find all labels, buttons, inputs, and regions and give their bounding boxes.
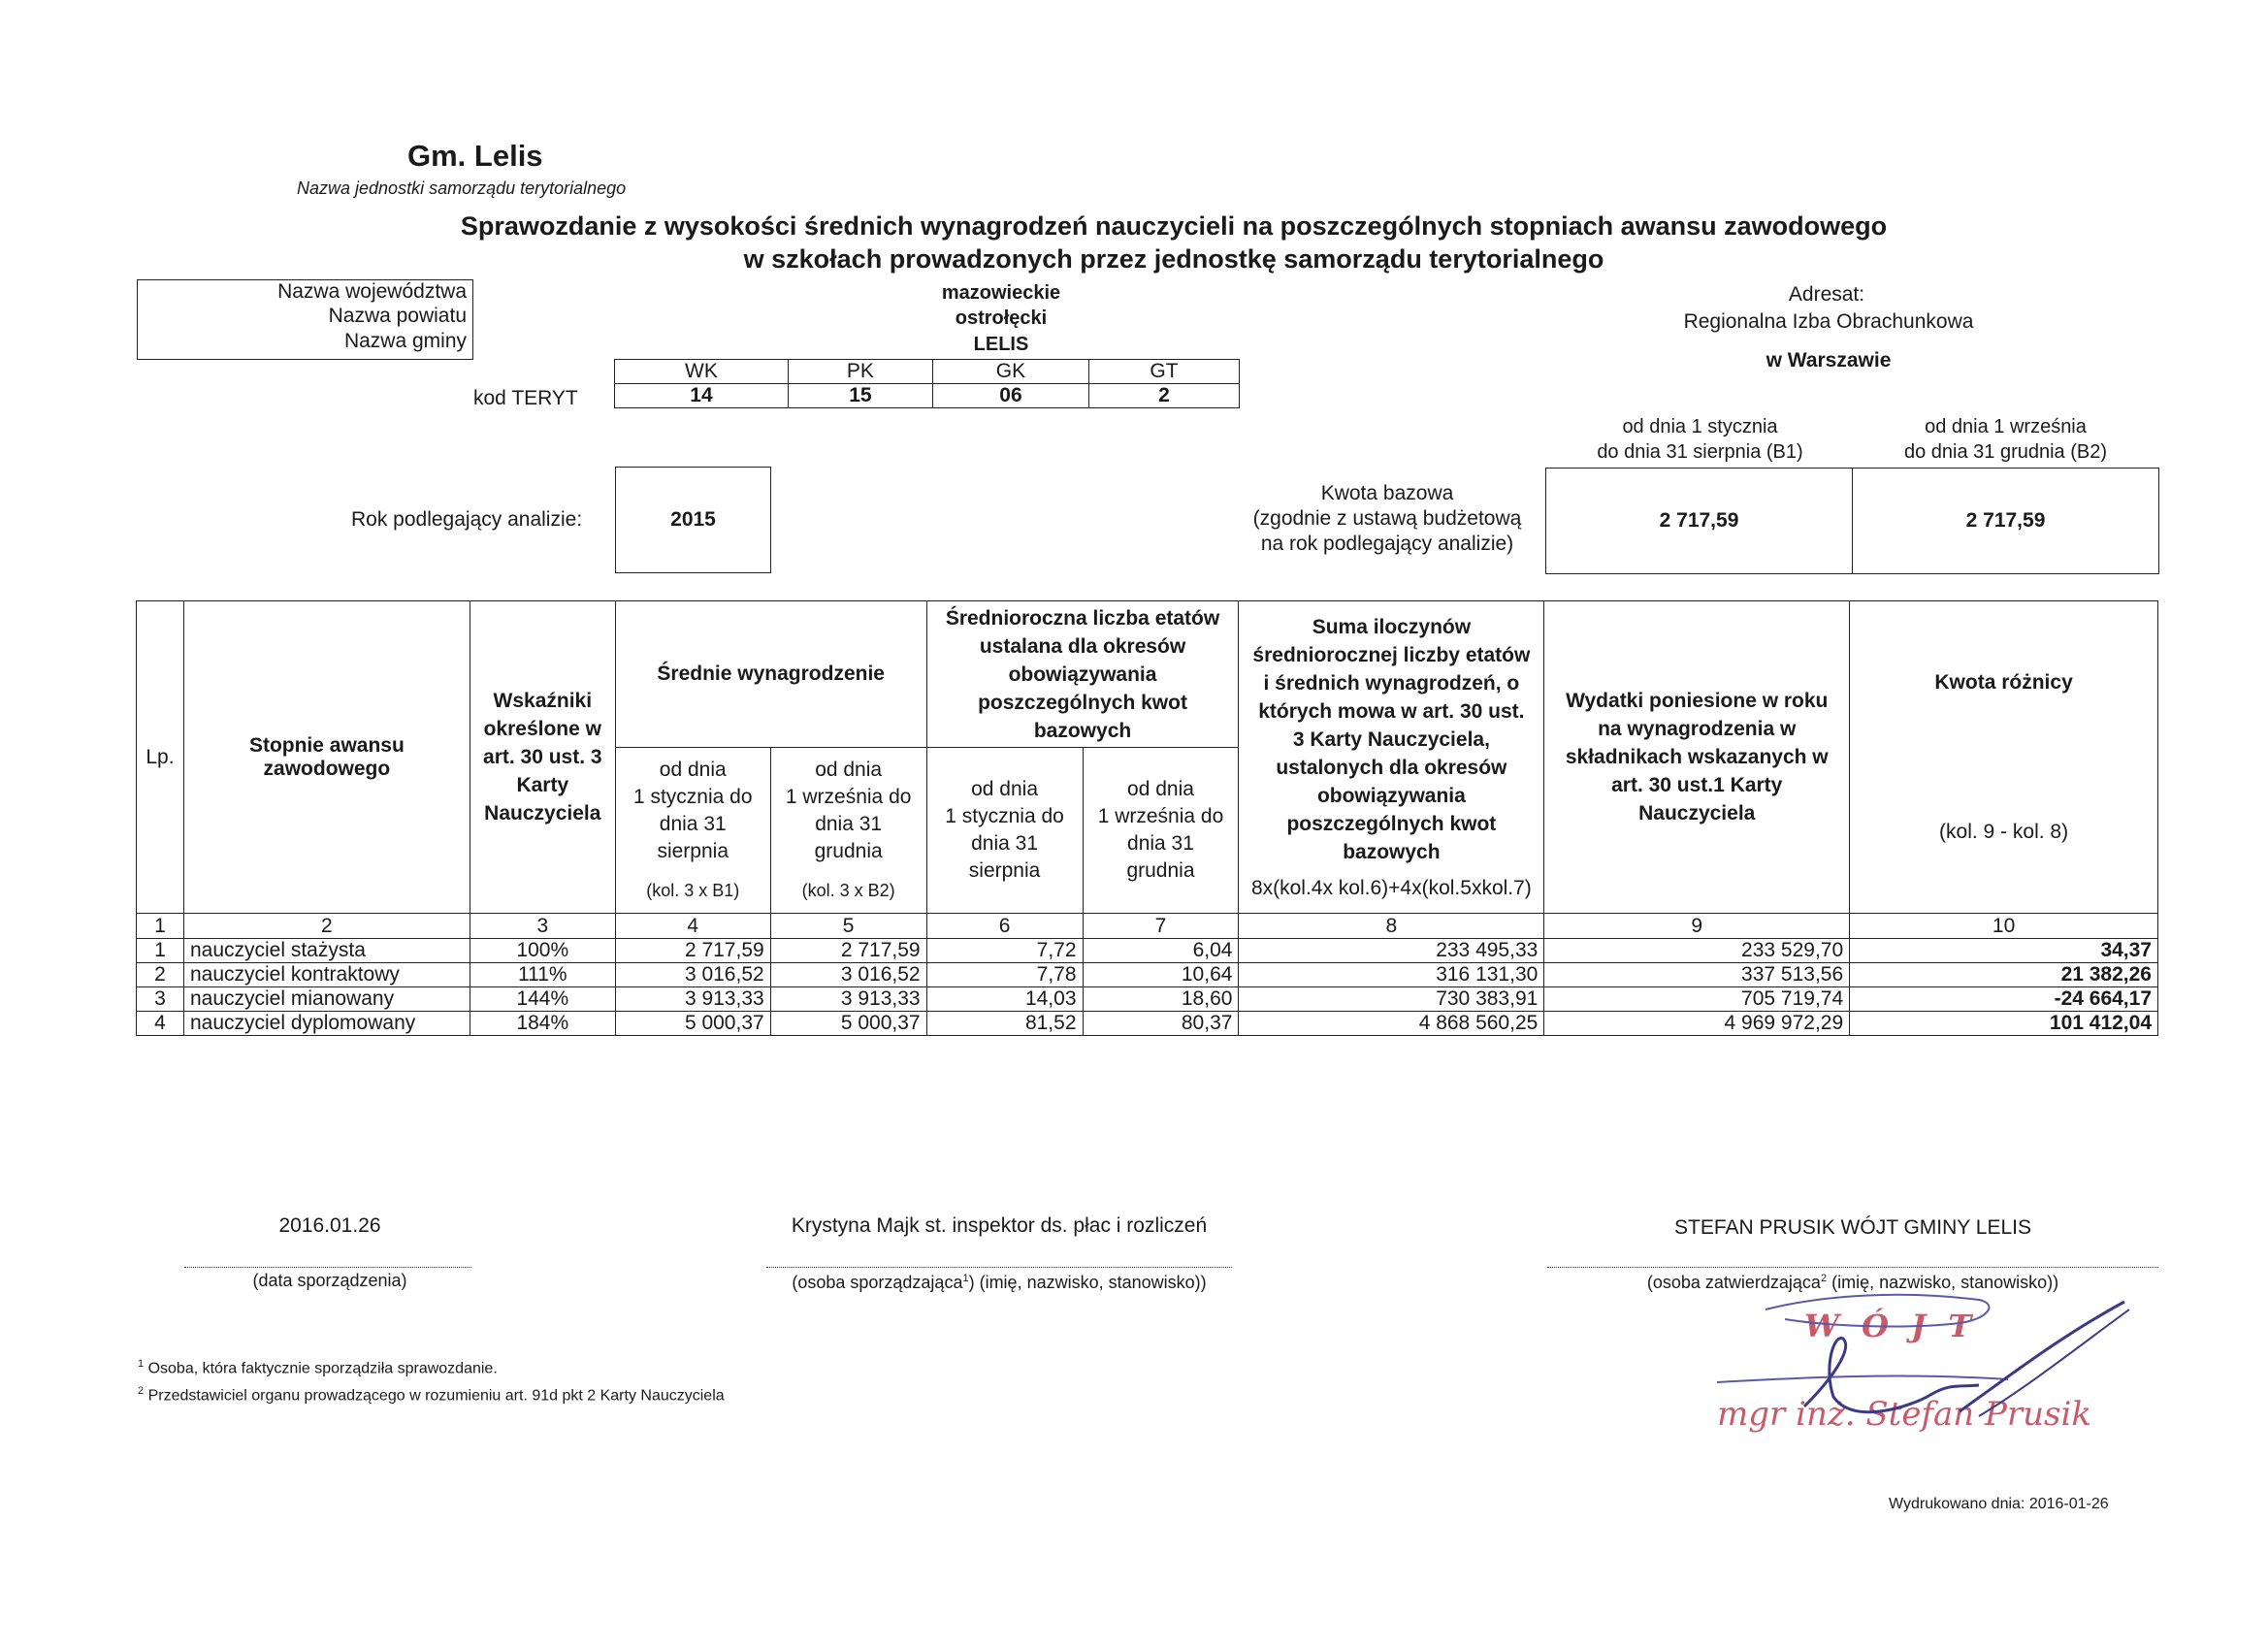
header-wsk-line3: art. 30 ust. 3	[483, 746, 602, 768]
sub-c4-line4: sierpnia	[657, 840, 729, 862]
header-lp: Lp.	[137, 601, 184, 914]
col-num: 6	[926, 914, 1083, 939]
cell-c5: 2 717,59	[770, 939, 926, 963]
sub-c4-line3: dnia 31	[659, 813, 727, 835]
base-amount-b2: 2 717,59	[1852, 469, 2158, 573]
footnote-1-text: Osoba, która faktycznie sporządziła sprawozdanie.	[147, 1360, 498, 1377]
sub-c6-line2: 1 stycznia do	[945, 805, 1064, 827]
col-num: 3	[470, 914, 615, 939]
table-row	[137, 963, 2158, 987]
header-suma-line5: 3 Karty Nauczyciela,	[1292, 728, 1490, 751]
header-etaty-line2: ustalana dla okresów	[979, 634, 1186, 658]
header-wsk-line4: Karty	[516, 774, 569, 796]
col-num: 7	[1083, 914, 1239, 939]
cell-c6: 14,03	[926, 987, 1083, 1012]
header-stopnie-line2: zawodowego	[263, 757, 391, 780]
header-wyd-line2: na wynagrodzenia w	[1598, 718, 1797, 740]
header-roznica-formula: (kol. 9 - kol. 8)	[1939, 820, 2069, 843]
label-county: Nazwa powiatu	[328, 305, 467, 327]
header-suma-formula: 8x(kol.4x kol.6)+4x(kol.5xkol.7)	[1250, 876, 1532, 899]
addressee-city: w Warszawie	[1766, 349, 1892, 372]
cell-lp: 2	[137, 963, 184, 987]
period-b1-line2: do dnia 31 sierpnia (B1)	[1597, 441, 1803, 463]
header-etaty-line5: bazowych	[1033, 719, 1132, 742]
header-wsk-line2: określone w	[483, 718, 601, 740]
value-commune: LELIS	[973, 334, 1029, 355]
cell-c9: 337 513,56	[1544, 963, 1850, 987]
base-amount-label-1: Kwota bazowa	[1320, 482, 1454, 504]
header-wskazniki	[470, 601, 615, 914]
cell-c5: 3 016,52	[770, 963, 926, 987]
header-suma-line2: średniorocznej liczby etatów	[1252, 643, 1531, 666]
cell-c4: 3 913,33	[615, 987, 770, 1012]
cell-c5: 3 913,33	[770, 987, 926, 1012]
date-caption: (data sporządzenia)	[252, 1271, 407, 1290]
header-suma-line9: bazowych	[1343, 840, 1441, 863]
footnote-1	[138, 1358, 498, 1377]
sub-c5-formula: (kol. 3 x B2)	[801, 881, 895, 900]
header-suma-line3: i średnich wynagrodzeń, o	[1263, 671, 1520, 695]
printed-date: Wydrukowano dnia: 2016-01-26	[1889, 1496, 2109, 1512]
footnote-1-number: 1	[138, 1358, 145, 1370]
subheader-col7	[1083, 748, 1239, 914]
teryt-header-pk: PK	[788, 360, 932, 384]
addressee-name: Regionalna Izba Obrachunkowa	[1683, 310, 1974, 333]
column-number-row	[137, 914, 2158, 939]
preparer-value: Krystyna Majk st. inspektor ds. płac i rozliczeń	[791, 1214, 1208, 1237]
preparer-caption-a: (osoba sporządzająca	[792, 1273, 963, 1292]
header-etaty-line3: obowiązywania	[1008, 663, 1157, 686]
teryt-header-gt: GT	[1088, 360, 1239, 384]
header-wsk-line5: Nauczyciela	[484, 802, 601, 824]
salary-table	[136, 600, 2158, 1036]
cell-c7: 10,64	[1083, 963, 1239, 987]
cell-c4: 2 717,59	[615, 939, 770, 963]
header-stopnie-line1: Stopnie awansu	[248, 733, 405, 757]
approver-caption-a: (osoba zatwierdzająca	[1646, 1273, 1821, 1292]
cell-wsk: 111%	[470, 963, 615, 987]
header-suma-line6: ustalonych dla okresów	[1276, 756, 1507, 779]
header-etaty-line1: Średnioroczna liczba etatów	[945, 606, 1220, 630]
period-b2-line2: do dnia 31 grudnia (B2)	[1903, 441, 2108, 463]
cell-c6: 81,52	[926, 1012, 1083, 1036]
cell-lp: 1	[137, 939, 184, 963]
date-line	[184, 1267, 471, 1268]
cell-c4: 5 000,37	[615, 1012, 770, 1036]
header-roznica-title: Kwota różnicy	[1934, 670, 2073, 694]
signature-scribble	[1688, 1290, 2134, 1436]
col-num: 8	[1239, 914, 1544, 939]
cell-name: nauczyciel stażysta	[183, 939, 470, 963]
cell-c10: 21 382,26	[1850, 963, 2158, 987]
header-roznica	[1850, 601, 2158, 914]
teryt-value-gk: 06	[932, 384, 1088, 408]
cell-c9: 4 969 972,29	[1544, 1012, 1850, 1036]
date-value: 2016.01.26	[278, 1214, 381, 1237]
col-num: 9	[1544, 914, 1850, 939]
cell-c7: 80,37	[1083, 1012, 1239, 1036]
stamp-title: W Ó J T	[1804, 1308, 1978, 1344]
cell-c5: 5 000,37	[770, 1012, 926, 1036]
header-etaty	[926, 601, 1239, 748]
preparer-line	[766, 1267, 1232, 1268]
cell-c8: 316 131,30	[1239, 963, 1544, 987]
teryt-value-pk: 15	[788, 384, 932, 408]
base-amount-box	[1545, 468, 2159, 574]
header-suma-line1: Suma iloczynów	[1312, 615, 1472, 638]
cell-c6: 7,78	[926, 963, 1083, 987]
approver-caption-b: (imię, nazwisko, stanowisko))	[1827, 1273, 2059, 1292]
col-num: 5	[770, 914, 926, 939]
sub-c4-line1: od dnia	[659, 759, 727, 781]
cell-c10: -24 664,17	[1850, 987, 2158, 1012]
header-suma-line7: obowiązywania	[1316, 784, 1466, 807]
sub-c6-line1: od dnia	[971, 778, 1039, 800]
teryt-value-wk: 14	[615, 384, 789, 408]
sub-c7-line3: dnia 31	[1127, 832, 1194, 855]
sub-c5-line1: od dnia	[815, 759, 883, 781]
preparer-caption-b: ) (imię, nazwisko, stanowisko))	[968, 1273, 1207, 1292]
cell-lp: 4	[137, 1012, 184, 1036]
year-value: 2015	[615, 467, 771, 573]
col-num: 10	[1850, 914, 2158, 939]
sub-c7-line2: 1 września do	[1097, 805, 1224, 827]
subheader-col5	[770, 748, 926, 914]
header-stopnie	[183, 601, 470, 914]
cell-c10: 101 412,04	[1850, 1012, 2158, 1036]
subheader-col4	[615, 748, 770, 914]
header-suma-line8: poszczególnych kwot	[1286, 812, 1497, 835]
value-voivodeship: mazowieckie	[941, 282, 1061, 304]
cell-c7: 6,04	[1083, 939, 1239, 963]
sub-c7-line4: grudnia	[1126, 859, 1195, 882]
period-b1-line1: od dnia 1 stycznia	[1622, 416, 1778, 437]
cell-c9: 233 529,70	[1544, 939, 1850, 963]
col-num: 1	[137, 914, 184, 939]
header-wyd-line1: Wydatki poniesione w roku	[1566, 690, 1829, 712]
header-wyd-line4: art. 30 ust.1 Karty	[1611, 774, 1783, 796]
base-amount-label-3: na rok podlegający analizie)	[1260, 533, 1514, 555]
label-voivodeship: Nazwa województwa	[277, 280, 467, 303]
subheader-col6	[926, 748, 1083, 914]
teryt-header-wk: WK	[615, 360, 789, 384]
entity-name: Gm. Lelis	[407, 139, 543, 173]
preparer-caption	[747, 1273, 1251, 1293]
sub-c5-line4: grudnia	[814, 840, 883, 862]
approver-line	[1547, 1267, 2158, 1268]
teryt-table	[614, 359, 1240, 408]
stamp-name: mgr inż. Stefan Prusik	[1717, 1395, 2091, 1434]
sub-c6-line4: sierpnia	[968, 859, 1041, 882]
cell-name: nauczyciel mianowany	[183, 987, 470, 1012]
header-etaty-line4: poszczególnych kwot	[978, 691, 1187, 714]
sub-c5-line3: dnia 31	[815, 813, 883, 835]
label-commune: Nazwa gminy	[343, 330, 467, 352]
header-suma	[1239, 601, 1544, 914]
cell-name: nauczyciel dyplomowany	[183, 1012, 470, 1036]
table-row	[137, 987, 2158, 1012]
cell-wsk: 184%	[470, 1012, 615, 1036]
cell-lp: 3	[137, 987, 184, 1012]
cell-name: nauczyciel kontraktowy	[183, 963, 470, 987]
sub-c4-formula: (kol. 3 x B1)	[646, 881, 740, 900]
cell-c10: 34,37	[1850, 939, 2158, 963]
admin-labels-box	[137, 279, 473, 360]
cell-wsk: 144%	[470, 987, 615, 1012]
addressee-label: Adresat:	[1788, 283, 1865, 306]
header-wyd-line5: Nauczyciela	[1638, 802, 1756, 824]
header-srednie: Średnie wynagrodzenie	[615, 601, 926, 748]
footnote-2-text: Przedstawiciel organu prowadzącego w rozumieniu art. 91d pkt 2 Karty Nauczyciela	[147, 1387, 725, 1405]
entity-caption: Nazwa jednostki samorządu terytorialnego	[297, 178, 627, 198]
footnote-2-number: 2	[138, 1385, 145, 1397]
cell-c9: 705 719,74	[1544, 987, 1850, 1012]
header-wsk-line1: Wskaźniki	[493, 690, 593, 712]
cell-wsk: 100%	[470, 939, 615, 963]
header-wyd-line3: składnikach wskazanych w	[1565, 746, 1829, 768]
report-title-line2: w szkołach prowadzonych przez jednostkę samorządu terytorialnego	[743, 244, 1604, 274]
header-suma-line4: których mowa w art. 30 ust.	[1258, 699, 1525, 723]
report-title-line1: Sprawozdanie z wysokości średnich wynagrodzeń nauczycieli na poszczególnych stopniach awansu zawodowego	[460, 211, 1888, 241]
cell-c4: 3 016,52	[615, 963, 770, 987]
period-b2-line1: od dnia 1 września	[1925, 416, 2087, 437]
col-num: 4	[615, 914, 770, 939]
value-county: ostrołęcki	[955, 307, 1048, 329]
year-label: Rok podlegający analizie:	[351, 508, 583, 531]
sub-c5-line2: 1 września do	[785, 786, 912, 808]
sub-c4-line2: 1 stycznia do	[632, 786, 753, 808]
cell-c8: 730 383,91	[1239, 987, 1544, 1012]
preparer-caption-sup: 1	[962, 1273, 969, 1284]
footnote-2	[138, 1385, 725, 1405]
sub-c6-line3: dnia 31	[971, 832, 1039, 855]
approver-value: STEFAN PRUSIK WÓJT GMINY LELIS	[1674, 1216, 2031, 1239]
base-amount-b1: 2 717,59	[1659, 509, 1739, 532]
teryt-label: kod TERYT	[473, 387, 578, 409]
sub-c7-line1: od dnia	[1127, 778, 1194, 800]
base-amount-label-2: (zgodnie z ustawą budżetową	[1252, 507, 1522, 530]
cell-c7: 18,60	[1083, 987, 1239, 1012]
table-row	[137, 1012, 2158, 1036]
cell-c6: 7,72	[926, 939, 1083, 963]
col-num: 2	[183, 914, 470, 939]
header-wydatki	[1544, 601, 1850, 914]
approver-caption-sup: 2	[1820, 1273, 1828, 1284]
cell-c8: 233 495,33	[1239, 939, 1544, 963]
teryt-header-gk: GK	[932, 360, 1088, 384]
cell-c8: 4 868 560,25	[1239, 1012, 1544, 1036]
table-row	[137, 939, 2158, 963]
teryt-value-gt: 2	[1088, 384, 1239, 408]
